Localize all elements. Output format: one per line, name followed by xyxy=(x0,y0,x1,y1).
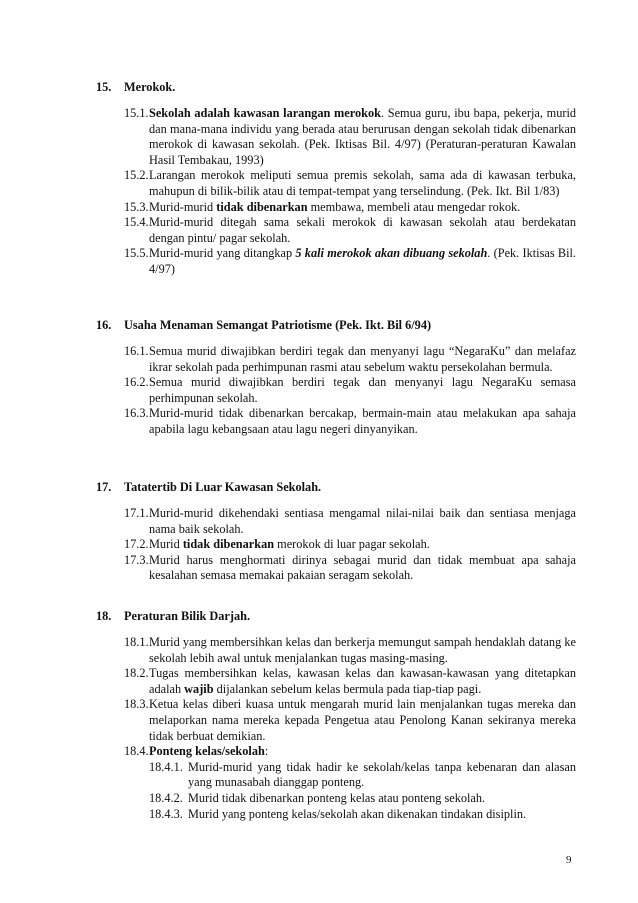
section-heading xyxy=(0,80,638,96)
section-number: 17. xyxy=(96,480,112,494)
subitem-number: 18.4.3. xyxy=(149,806,183,821)
item-bold-text: tidak dibenarkan xyxy=(182,537,275,552)
subitem-text: Murid tidak dibenarkan ponteng kelas atau ponteng sekolah. xyxy=(188,790,486,805)
item-number: 16.3. xyxy=(124,406,149,421)
item-number: 17.3. xyxy=(124,552,149,567)
item-text: Semua murid diwajibkan berdiri tegak dan menyanyi lagu NegaraKu semasa perhimpunan sekolah. xyxy=(149,375,576,405)
item-prefix: Murid-murid xyxy=(149,199,217,214)
section-number: 16. xyxy=(96,318,112,332)
item-body: . Semua guru, ibu bapa, pekerja, murid dan mana-mana individu yang berada atau berurusan dengan sekolah tidak dibenarkan merokok di kawasan sekolah. (Pek. Iktisas Bil. 4/97) (Peraturan-peraturan Kawalan Hasil Tembakau, 1993) xyxy=(149,106,577,167)
item-number: 15.2. xyxy=(124,168,149,183)
item-body: . (Pek. Iktisas Bil. 4/97) xyxy=(149,246,576,276)
list-item xyxy=(124,635,576,666)
item-text xyxy=(149,200,576,216)
section-number: 18. xyxy=(96,609,112,623)
item-number: 15.4. xyxy=(124,215,149,230)
section-title: Tatatertib Di Luar Kawasan Sekolah. xyxy=(124,480,322,494)
item-number: 15.3. xyxy=(124,199,149,214)
item-text: Ketua kelas diberi kuasa untuk mengarah murid lain menjalankan tugas mereka dan melaporkan nama mereka kepada Pengetua atau Penolong Kanan sekiranya mereka tidak berbuat demikian. xyxy=(149,697,576,743)
item-number: 16.2. xyxy=(124,375,149,390)
subitem-number: 18.4.2. xyxy=(149,790,183,805)
item-bold-text: wajib xyxy=(184,681,214,696)
item-body: merokok di luar pagar sekolah. xyxy=(274,537,430,552)
section-heading xyxy=(0,318,638,334)
list-item xyxy=(124,168,576,199)
item-text: Semua murid diwajibkan berdiri tegak dan menyanyi lagu “NegaraKu” dan melafaz ikrar sekolah pada perhimpunan rasmi atau sebelum waktu persekolahan bermula. xyxy=(149,344,576,374)
section-16 xyxy=(0,318,638,438)
item-number: 16.1. xyxy=(124,344,149,358)
subitem-text: Murid-murid yang tidak hadir ke sekolah/kelas tanpa kebenaran dan alasan yang munasabah dianggap ponteng. xyxy=(188,759,576,790)
item-bold-text: Sekolah adalah kawasan larangan merokok xyxy=(149,106,381,120)
item-body: : xyxy=(264,744,269,759)
list-item xyxy=(124,697,576,744)
item-prefix: Murid xyxy=(149,537,183,552)
item-bold-italic-text: 5 kali merokok akan dibuang sekolah xyxy=(295,246,488,261)
sub-list-item xyxy=(149,760,576,791)
item-body: membawa, membeli atau mengedar rokok. xyxy=(307,199,521,214)
list-item xyxy=(124,375,576,406)
item-number: 18.3. xyxy=(124,697,149,712)
section-15 xyxy=(0,80,638,278)
item-text: Murid-murid ditegah sama sekali merokok di kawasan sekolah atau berdekatan dengan pintu/ pagar sekolah. xyxy=(149,215,576,245)
section-title: Usaha Menaman Semangat Patriotisme (Pek. Ikt. Bil 6/94) xyxy=(124,318,432,332)
section-18 xyxy=(0,609,638,822)
section-heading xyxy=(0,480,638,496)
item-number: 17.2. xyxy=(124,537,149,552)
section-heading xyxy=(0,609,638,625)
item-number: 15.1. xyxy=(124,106,149,120)
item-bold-text: tidak dibenarkan xyxy=(216,199,308,214)
item-prefix: Tugas membersihkan kelas, kawasan kelas dan kawasan-kawasan yang ditetapkan adalah xyxy=(149,666,576,696)
list-item xyxy=(124,106,576,168)
item-number: 18.1. xyxy=(124,635,149,649)
section-number: 15. xyxy=(96,80,112,94)
list-item xyxy=(124,344,576,375)
list-item xyxy=(124,666,576,697)
sub-list-item xyxy=(149,807,576,823)
item-number: 18.4. xyxy=(124,744,149,759)
list-item xyxy=(124,406,576,437)
subitem-number: 18.4.1. xyxy=(149,759,183,774)
item-text: Murid-murid tidak dibenarkan bercakap, bermain-main atau melakukan apa sahaja apabila lagu kebangsaan atau lagu negeri dinyanyikan. xyxy=(149,406,576,436)
item-bold-text: Ponteng kelas/sekolah xyxy=(149,744,265,759)
list-item xyxy=(124,215,576,246)
item-text xyxy=(149,666,576,697)
item-text: Murid-murid dikehendaki sentiasa mengamal nilai-nilai baik dan sentiasa menjaga nama baik sekolah. xyxy=(149,506,576,536)
list-item xyxy=(124,744,576,760)
section-title: Peraturan Bilik Darjah. xyxy=(124,609,251,623)
item-prefix: Murid-murid yang ditangkap xyxy=(149,246,296,261)
list-item xyxy=(124,200,576,216)
list-item xyxy=(124,246,576,277)
list-item xyxy=(124,537,576,553)
item-number: 15.5. xyxy=(124,246,149,261)
item-text xyxy=(149,744,576,760)
subitem-text: Murid yang ponteng kelas/sekolah akan dikenakan tindakan disiplin. xyxy=(188,806,527,821)
item-text xyxy=(149,246,576,277)
sub-list-item xyxy=(149,791,576,807)
item-text xyxy=(149,106,576,168)
section-title: Merokok. xyxy=(124,80,176,94)
section-17 xyxy=(0,480,638,584)
item-text: Murid harus menghormati dirinya sebagai murid dan tidak membuat apa sahaja kesalahan semasa memakai pakaian seragam sekolah. xyxy=(149,552,576,583)
page-number: 9 xyxy=(566,854,572,866)
item-text: Murid yang membersihkan kelas dan berkerja memungut sampah hendaklah datang ke sekolah lebih awal untuk menjalankan tugas masing-masing. xyxy=(149,635,576,665)
item-text: Larangan merokok meliputi semua premis sekolah, sama ada di kawasan terbuka, mahupun di bilik-bilik atau di tempat-tempat yang terselindung. (Pek. Ikt. Bil 1/83) xyxy=(149,168,576,198)
item-number: 17.1. xyxy=(124,506,149,520)
list-item xyxy=(124,506,576,537)
item-text xyxy=(149,537,576,553)
list-item xyxy=(124,553,576,584)
item-body: dijalankan sebelum kelas bermula pada tiap-tiap pagi. xyxy=(213,681,482,696)
item-number: 18.2. xyxy=(124,666,149,681)
